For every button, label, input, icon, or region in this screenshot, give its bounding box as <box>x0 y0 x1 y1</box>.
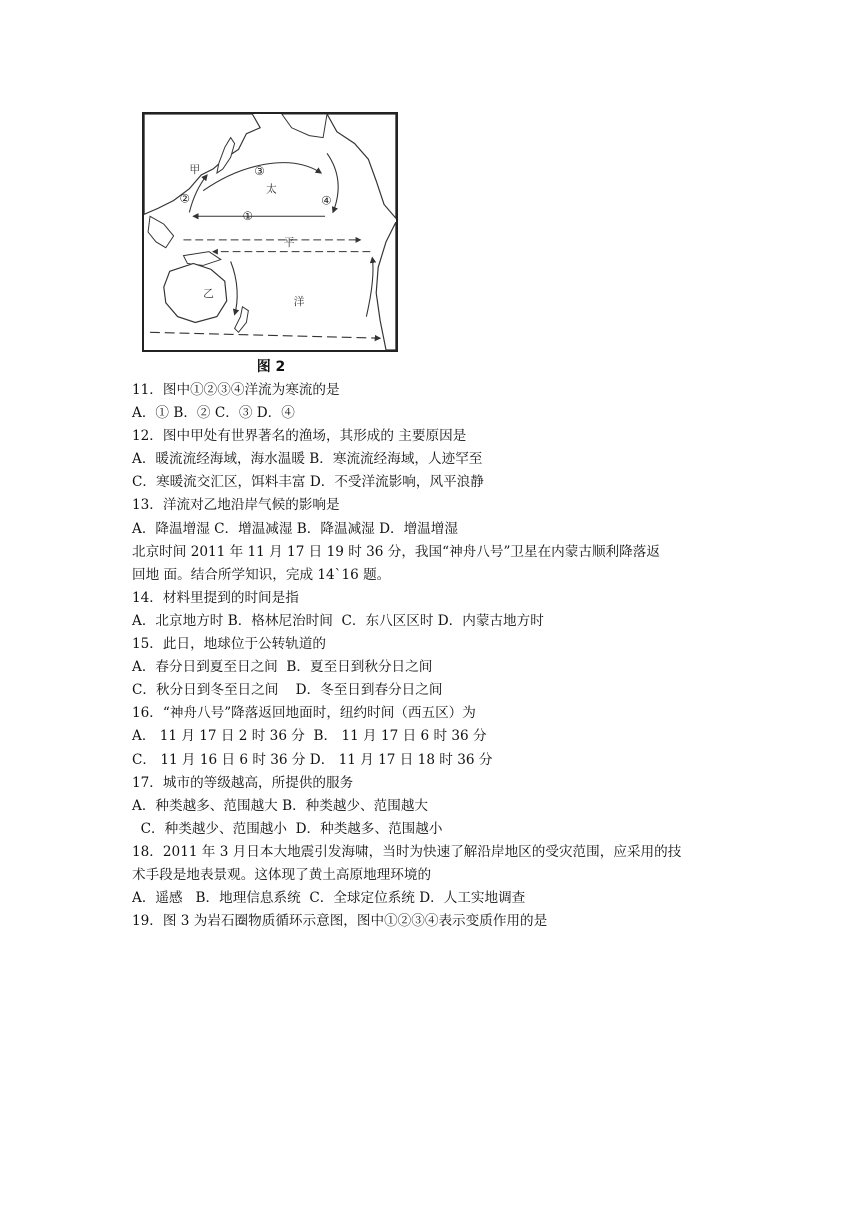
new-zealand <box>235 307 249 333</box>
label-yang: 洋 <box>293 294 305 308</box>
text-line: A．春分日到夏至日之间 B．夏至日到秋分日之间 <box>132 659 433 676</box>
text-line: A． 11 月 17 日 2 时 36 分 B． 11 月 17 日 6 时 36 分 <box>132 728 487 745</box>
text-line: 12．图中甲处有世界著名的渔场，其形成的 主要原因是 <box>132 428 467 445</box>
southeast-asia-islands <box>148 216 174 247</box>
east-australian-current-arrow <box>231 262 238 315</box>
south-america-landmass <box>376 222 396 350</box>
alaska-coast <box>282 114 327 138</box>
label-c4: ④ <box>321 193 332 208</box>
label-c2: ② <box>179 191 191 206</box>
new-guinea <box>183 252 220 266</box>
label-jia: 甲 <box>189 163 201 176</box>
figure-caption: 图 2 <box>256 359 286 375</box>
text-line: 19．图 3 为岩石圈物质循环示意图，图中①②③④表示变质作用的是 <box>132 913 548 930</box>
text-line: A．① B．② C．③ D．④ <box>132 405 295 422</box>
label-ping: 平 <box>283 235 295 249</box>
text-line: 16．“神舟八号”降落返回地面时，纽约时间（西五区）为 <box>132 705 476 722</box>
text-line: C．秋分日到冬至日之间 D．冬至日到春分日之间 <box>132 682 443 699</box>
map-frame <box>142 112 398 352</box>
text-line: 17．城市的等级越高，所提供的服务 <box>132 774 354 791</box>
australia-landmass <box>164 263 227 322</box>
west-wind-drift-arrow <box>150 332 380 338</box>
text-line: 13．洋流对乙地沿岸气候的影响是 <box>132 497 340 514</box>
label-c3: ③ <box>254 163 265 178</box>
label-yi: 乙 <box>203 286 214 300</box>
text-line: A．遥感 B．地理信息系统 C．全球定位系统 D．人工实地调查 <box>132 890 526 907</box>
label-tai: 太 <box>266 182 277 196</box>
text-line: 14．材料里提到的时间是指 <box>132 589 299 606</box>
question-text-block <box>132 379 752 933</box>
text-line: C． 11 月 16 日 6 时 36 分 D． 11 月 17 日 18 时 36 分 <box>132 751 493 768</box>
ocean-current-map-figure <box>140 110 402 376</box>
text-line: A．种类越多、范围越大 B．种类越少、范围越大 <box>132 797 429 814</box>
text-line: 18．2011 年 3 月日本大地震引发海啸，当时为快速了解沿岸地区的受灾范围，应采用的技 <box>132 843 682 860</box>
text-line: 15．此日，地球位于公转轨道的 <box>132 636 327 653</box>
pacific-map <box>144 114 396 350</box>
text-line: A．北京地方时 B．格林尼治时间 C．东八区区时 D．内蒙古地方时 <box>132 612 544 629</box>
north-america-landmass <box>327 114 396 218</box>
text-line: 回地 面。结合所学知识，完成 14`16 题。 <box>132 566 391 583</box>
text-line: C．种类越少、范围越小 D．种类越多、范围越小 <box>132 820 443 837</box>
text-line: 北京时间 2011 年 11 月 17 日 19 时 36 分，我国“神舟八号”卫星在内蒙古顺利降落返 <box>132 543 660 560</box>
text-line: 术手段是地表景观。这体现了黄土高原地理环境的 <box>132 866 432 883</box>
peru-current-arrow <box>366 258 373 317</box>
text-line: C．寒暖流交汇区，饵料丰富 D．不受洋流影响，风平浪静 <box>132 474 484 491</box>
text-line: A．暖流流经海域，海水温暖 B．寒流流经海域，人迹罕至 <box>132 451 483 468</box>
label-c1: ① <box>242 209 254 224</box>
text-line: 11．图中①②③④洋流为寒流的是 <box>132 382 340 398</box>
asia-landmass <box>144 114 260 214</box>
text-line: A．降温增湿 C．增温减湿 B．降温减湿 D．增温增湿 <box>132 520 458 537</box>
